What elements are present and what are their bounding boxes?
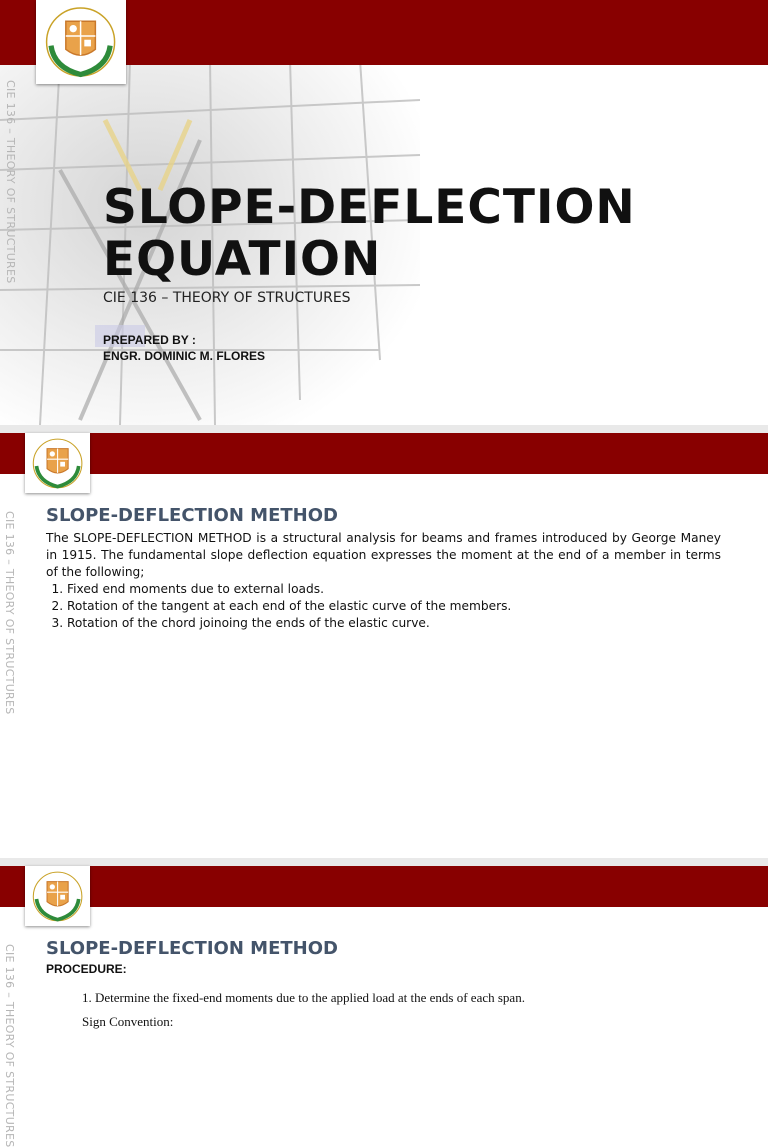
university-logo — [25, 433, 90, 493]
procedure-label: PROCEDURE: — [46, 962, 127, 976]
title-slide — [0, 0, 768, 425]
sign-convention-label: Sign Convention: — [82, 1014, 174, 1029]
intro-paragraph: The SLOPE-DEFLECTION METHOD is a structural analysis for beams and frames introduced by George Maney in 1915. The fundamental slope deflection equation expresses the moment at the end of a member in terms of the following; — [46, 531, 721, 579]
author-name: ENGR. DOMINIC M. FLORES — [103, 349, 265, 363]
header-bar — [0, 433, 768, 474]
header-bar — [0, 866, 768, 907]
side-course-label: CIE 136 – THEORY OF STRUCTURES — [3, 944, 16, 1148]
page-title — [103, 182, 636, 286]
list-item: 3. Rotation of the chord joinoing the ends of the elastic curve. — [67, 615, 721, 632]
course-subtitle: CIE 136 – THEORY OF STRUCTURES — [103, 290, 351, 306]
slide-gap — [0, 858, 768, 866]
university-logo — [25, 866, 90, 926]
university-seal-icon — [41, 5, 120, 79]
side-course-label: CIE 136 – THEORY OF STRUCTURES — [4, 80, 17, 284]
list-item: 2. Rotation of the tangent at each end of the elastic curve of the members. — [67, 598, 721, 615]
procedure-step-1: 1. Determine the fixed-end moments due to the applied load at the ends of each span. — [82, 990, 525, 1005]
title-line-1: SLOPE-DEFLECTION — [103, 180, 636, 235]
slide-gap — [0, 425, 768, 433]
procedure-slide — [0, 866, 768, 1148]
prepared-by-block — [103, 332, 265, 364]
title-line-2: EQUATION — [103, 232, 382, 287]
university-seal-icon — [29, 870, 86, 923]
section-heading: SLOPE-DEFLECTION METHOD — [46, 505, 338, 526]
university-logo — [36, 0, 126, 84]
section-heading: SLOPE-DEFLECTION METHOD — [46, 938, 338, 959]
prepared-by-label: PREPARED BY : — [103, 333, 196, 347]
side-course-label: CIE 136 – THEORY OF STRUCTURES — [3, 511, 16, 715]
list-item: 1. Fixed end moments due to external loads. — [67, 581, 721, 598]
method-list — [46, 581, 721, 632]
university-seal-icon — [29, 437, 86, 490]
method-description — [46, 530, 721, 632]
method-slide — [0, 433, 768, 858]
